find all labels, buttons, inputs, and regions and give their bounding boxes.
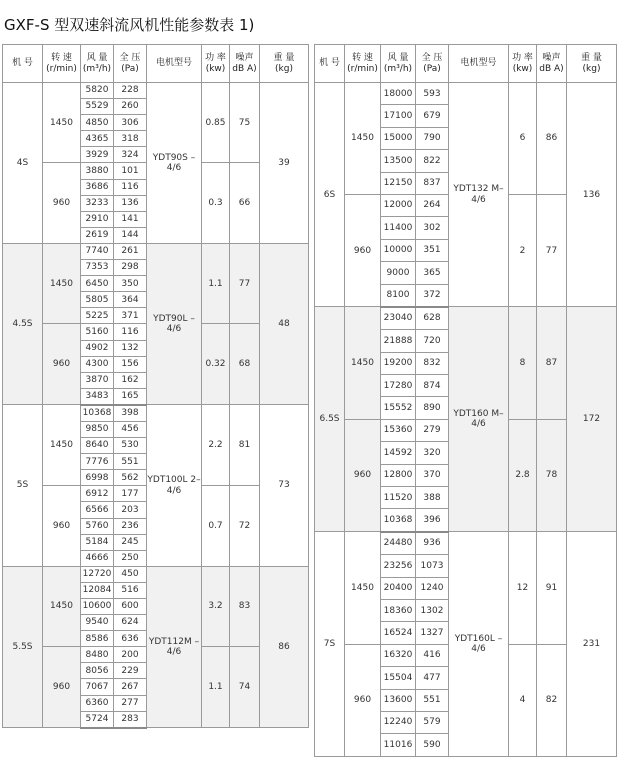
header-model: 机 号 xyxy=(315,45,345,83)
flow-cell: 2619 xyxy=(81,227,114,243)
pressure-cell: 551 xyxy=(416,689,449,711)
flow-cell: 8056 xyxy=(81,663,114,679)
pressure-cell: 371 xyxy=(114,308,147,324)
flow-cell: 10000 xyxy=(381,239,416,261)
flow-cell: 13500 xyxy=(381,150,416,172)
speed-cell: 960 xyxy=(43,324,81,405)
performance-table-left xyxy=(2,44,309,729)
noise-cell: 77 xyxy=(230,243,260,323)
pressure-cell: 277 xyxy=(114,695,147,711)
pressure-cell: 837 xyxy=(416,172,449,194)
weight-cell: 172 xyxy=(567,307,617,532)
flow-cell: 3870 xyxy=(81,372,114,388)
flow-cell: 13600 xyxy=(381,689,416,711)
header-row xyxy=(3,45,309,83)
weight-cell: 231 xyxy=(567,532,617,756)
pressure-cell: 832 xyxy=(416,352,449,374)
header-row xyxy=(315,45,617,83)
flow-cell: 12150 xyxy=(381,172,416,194)
pressure-cell: 250 xyxy=(114,550,147,566)
pressure-cell: 551 xyxy=(114,454,147,470)
flow-cell: 3929 xyxy=(81,147,114,163)
power-cell: 1.1 xyxy=(202,243,230,323)
flow-cell: 9850 xyxy=(81,421,114,437)
model-cell: 4.5S xyxy=(3,243,43,404)
flow-cell: 4666 xyxy=(81,550,114,566)
pressure-cell: 350 xyxy=(114,276,147,292)
pressure-cell: 261 xyxy=(114,243,147,259)
flow-cell: 18000 xyxy=(381,83,416,105)
flow-cell: 6566 xyxy=(81,502,114,518)
flow-cell: 15504 xyxy=(381,667,416,689)
pressure-cell: 516 xyxy=(114,582,147,598)
flow-cell: 23256 xyxy=(381,555,416,577)
pressure-cell: 1302 xyxy=(416,599,449,621)
motor-cell: YDT100L 2–4/6 xyxy=(147,405,202,566)
weight-cell: 48 xyxy=(260,243,309,404)
pressure-cell: 162 xyxy=(114,372,147,388)
flow-cell: 10368 xyxy=(81,405,114,422)
header-speed: 转 速 (r/min) xyxy=(43,45,81,83)
power-cell: 1.1 xyxy=(202,647,230,728)
model-cell: 6S xyxy=(315,83,345,307)
flow-cell: 12240 xyxy=(381,711,416,733)
pressure-cell: 318 xyxy=(114,131,147,147)
pressure-cell: 365 xyxy=(416,262,449,284)
flow-cell: 7067 xyxy=(81,679,114,695)
pressure-cell: 396 xyxy=(416,509,449,532)
speed-cell: 1450 xyxy=(345,83,381,195)
pressure-cell: 624 xyxy=(114,615,147,631)
flow-cell: 17280 xyxy=(381,375,416,397)
model-cell: 5S xyxy=(3,405,43,566)
flow-cell: 2910 xyxy=(81,211,114,227)
flow-cell: 5724 xyxy=(81,711,114,728)
pressure-cell: 279 xyxy=(416,419,449,441)
header-flow: 风 量 (m³/h) xyxy=(381,45,416,83)
header-noise: 噪声 dB A) xyxy=(230,45,260,83)
pressure-cell: 364 xyxy=(114,292,147,308)
pressure-cell: 890 xyxy=(416,397,449,419)
flow-cell: 20400 xyxy=(381,577,416,599)
header-motor: 电机型号 xyxy=(449,45,509,83)
power-cell: 6 xyxy=(509,83,537,195)
flow-cell: 18360 xyxy=(381,599,416,621)
page-title: GXF-S 型双速斜流风机性能参数表 1) xyxy=(4,16,255,34)
header-speed: 转 速 (r/min) xyxy=(345,45,381,83)
pressure-cell: 679 xyxy=(416,105,449,127)
flow-cell: 5225 xyxy=(81,308,114,324)
flow-cell: 11520 xyxy=(381,487,416,509)
flow-cell: 6998 xyxy=(81,470,114,486)
flow-cell: 10600 xyxy=(81,599,114,615)
flow-cell: 24480 xyxy=(381,532,416,555)
flow-cell: 17100 xyxy=(381,105,416,127)
noise-cell: 68 xyxy=(230,324,260,405)
flow-cell: 21888 xyxy=(381,330,416,352)
flow-cell: 10368 xyxy=(381,509,416,532)
performance-table-right xyxy=(314,44,617,757)
flow-cell: 12800 xyxy=(381,464,416,486)
header-pressure: 全 压 (Pa) xyxy=(416,45,449,83)
header-weight: 重 量 (kg) xyxy=(260,45,309,83)
flow-cell: 8100 xyxy=(381,284,416,307)
noise-cell: 75 xyxy=(230,83,260,163)
model-cell: 7S xyxy=(315,532,345,756)
header-motor: 电机型号 xyxy=(147,45,202,83)
flow-cell: 12720 xyxy=(81,566,114,582)
pressure-cell: 156 xyxy=(114,356,147,372)
pressure-cell: 388 xyxy=(416,487,449,509)
power-cell: 0.32 xyxy=(202,324,230,405)
pressure-cell: 203 xyxy=(114,502,147,518)
flow-cell: 15000 xyxy=(381,127,416,149)
noise-cell: 81 xyxy=(230,405,260,486)
pressure-cell: 398 xyxy=(114,405,147,422)
noise-cell: 82 xyxy=(537,644,567,756)
flow-cell: 5805 xyxy=(81,292,114,308)
pressure-cell: 822 xyxy=(416,150,449,172)
speed-cell: 1450 xyxy=(43,243,81,323)
pressure-cell: 1073 xyxy=(416,555,449,577)
flow-cell: 5529 xyxy=(81,99,114,115)
power-cell: 8 xyxy=(509,307,537,419)
power-cell: 2.8 xyxy=(509,419,537,531)
pressure-cell: 298 xyxy=(114,260,147,276)
flow-cell: 23040 xyxy=(381,307,416,330)
pressure-cell: 236 xyxy=(114,518,147,534)
weight-cell: 73 xyxy=(260,405,309,566)
pressure-cell: 456 xyxy=(114,421,147,437)
header-pressure: 全 压 (Pa) xyxy=(114,45,147,83)
motor-cell: YDT112M –4/6 xyxy=(147,566,202,727)
flow-cell: 8480 xyxy=(81,647,114,663)
speed-cell: 1450 xyxy=(43,566,81,646)
noise-cell: 77 xyxy=(537,194,567,306)
pressure-cell: 936 xyxy=(416,532,449,555)
pressure-cell: 132 xyxy=(114,340,147,356)
noise-cell: 87 xyxy=(537,307,567,419)
flow-cell: 8586 xyxy=(81,631,114,647)
noise-cell: 86 xyxy=(537,83,567,195)
flow-cell: 6912 xyxy=(81,486,114,502)
pressure-cell: 320 xyxy=(416,442,449,464)
pressure-cell: 306 xyxy=(114,115,147,131)
pressure-cell: 562 xyxy=(114,470,147,486)
flow-cell: 4365 xyxy=(81,131,114,147)
pressure-cell: 1240 xyxy=(416,577,449,599)
header-model: 机 号 xyxy=(3,45,43,83)
model-cell: 5.5S xyxy=(3,566,43,727)
table-body-left xyxy=(3,83,309,728)
flow-cell: 15552 xyxy=(381,397,416,419)
power-cell: 2 xyxy=(509,194,537,306)
motor-cell: YDT90S –4/6 xyxy=(147,83,202,244)
power-cell: 0.7 xyxy=(202,486,230,566)
header-power: 功 率 (kw) xyxy=(509,45,537,83)
pressure-cell: 720 xyxy=(416,330,449,352)
flow-cell: 7353 xyxy=(81,260,114,276)
pressure-cell: 636 xyxy=(114,631,147,647)
flow-cell: 15360 xyxy=(381,419,416,441)
pressure-cell: 416 xyxy=(416,644,449,666)
pressure-cell: 590 xyxy=(416,734,449,756)
pressure-cell: 370 xyxy=(416,464,449,486)
pressure-cell: 530 xyxy=(114,438,147,454)
model-cell: 6.5S xyxy=(315,307,345,532)
pressure-cell: 101 xyxy=(114,163,147,179)
speed-cell: 960 xyxy=(43,163,81,243)
flow-cell: 5820 xyxy=(81,83,114,99)
speed-cell: 1450 xyxy=(345,307,381,419)
table-body-right xyxy=(315,83,617,757)
pressure-cell: 260 xyxy=(114,99,147,115)
pressure-cell: 874 xyxy=(416,375,449,397)
noise-cell: 72 xyxy=(230,486,260,566)
flow-cell: 9000 xyxy=(381,262,416,284)
pressure-cell: 229 xyxy=(114,663,147,679)
flow-cell: 19200 xyxy=(381,352,416,374)
pressure-cell: 141 xyxy=(114,211,147,227)
pressure-cell: 245 xyxy=(114,534,147,550)
flow-cell: 4300 xyxy=(81,356,114,372)
pressure-cell: 200 xyxy=(114,647,147,663)
flow-cell: 8640 xyxy=(81,438,114,454)
noise-cell: 74 xyxy=(230,647,260,728)
table-row xyxy=(315,532,617,555)
header-weight: 重 量 (kg) xyxy=(567,45,617,83)
power-cell: 0.3 xyxy=(202,163,230,243)
pressure-cell: 477 xyxy=(416,667,449,689)
power-cell: 0.85 xyxy=(202,83,230,163)
pressure-cell: 144 xyxy=(114,227,147,243)
flow-cell: 6450 xyxy=(81,276,114,292)
power-cell: 3.2 xyxy=(202,566,230,646)
flow-cell: 7776 xyxy=(81,454,114,470)
table-row xyxy=(3,243,309,259)
header-noise: 噪声 dB A) xyxy=(537,45,567,83)
noise-cell: 66 xyxy=(230,163,260,243)
flow-cell: 6360 xyxy=(81,695,114,711)
flow-cell: 3483 xyxy=(81,388,114,405)
speed-cell: 1450 xyxy=(43,83,81,163)
motor-cell: YDT160L –4/6 xyxy=(449,532,509,756)
flow-cell: 5160 xyxy=(81,324,114,340)
pressure-cell: 1327 xyxy=(416,622,449,644)
motor-cell: YDT160 M–4/6 xyxy=(449,307,509,532)
pressure-cell: 628 xyxy=(416,307,449,330)
power-cell: 12 xyxy=(509,532,537,644)
flow-cell: 16320 xyxy=(381,644,416,666)
flow-cell: 16524 xyxy=(381,622,416,644)
pressure-cell: 136 xyxy=(114,195,147,211)
motor-cell: YDT90L –4/6 xyxy=(147,243,202,404)
pressure-cell: 264 xyxy=(416,194,449,216)
flow-cell: 7740 xyxy=(81,243,114,259)
noise-cell: 78 xyxy=(537,419,567,531)
flow-cell: 3686 xyxy=(81,179,114,195)
pressure-cell: 600 xyxy=(114,599,147,615)
header-power: 功 率 (kw) xyxy=(202,45,230,83)
pressure-cell: 324 xyxy=(114,147,147,163)
pressure-cell: 228 xyxy=(114,83,147,99)
noise-cell: 83 xyxy=(230,566,260,646)
flow-cell: 4902 xyxy=(81,340,114,356)
flow-cell: 11400 xyxy=(381,217,416,239)
pressure-cell: 372 xyxy=(416,284,449,307)
speed-cell: 960 xyxy=(43,647,81,728)
table-row xyxy=(315,83,617,105)
pressure-cell: 593 xyxy=(416,83,449,105)
flow-cell: 3880 xyxy=(81,163,114,179)
pressure-cell: 283 xyxy=(114,711,147,728)
pressure-cell: 116 xyxy=(114,179,147,195)
pressure-cell: 302 xyxy=(416,217,449,239)
noise-cell: 91 xyxy=(537,532,567,644)
power-cell: 2.2 xyxy=(202,405,230,486)
speed-cell: 960 xyxy=(345,644,381,756)
pressure-cell: 177 xyxy=(114,486,147,502)
flow-cell: 3233 xyxy=(81,195,114,211)
weight-cell: 136 xyxy=(567,83,617,307)
flow-cell: 11016 xyxy=(381,734,416,756)
speed-cell: 1450 xyxy=(43,405,81,486)
weight-cell: 86 xyxy=(260,566,309,727)
speed-cell: 960 xyxy=(345,419,381,531)
flow-cell: 12084 xyxy=(81,582,114,598)
table-row xyxy=(3,83,309,99)
table-row xyxy=(315,307,617,330)
motor-cell: YDT132 M–4/6 xyxy=(449,83,509,307)
pressure-cell: 116 xyxy=(114,324,147,340)
model-cell: 4S xyxy=(3,83,43,244)
flow-cell: 9540 xyxy=(81,615,114,631)
pressure-cell: 790 xyxy=(416,127,449,149)
speed-cell: 960 xyxy=(43,486,81,566)
pressure-cell: 165 xyxy=(114,388,147,405)
weight-cell: 39 xyxy=(260,83,309,244)
flow-cell: 5184 xyxy=(81,534,114,550)
speed-cell: 1450 xyxy=(345,532,381,644)
pressure-cell: 450 xyxy=(114,566,147,582)
flow-cell: 14592 xyxy=(381,442,416,464)
speed-cell: 960 xyxy=(345,194,381,306)
header-flow: 风 量 (m³/h) xyxy=(81,45,114,83)
table-row xyxy=(3,566,309,582)
power-cell: 4 xyxy=(509,644,537,756)
flow-cell: 4850 xyxy=(81,115,114,131)
pressure-cell: 579 xyxy=(416,711,449,733)
flow-cell: 5760 xyxy=(81,518,114,534)
pressure-cell: 351 xyxy=(416,239,449,261)
table-row xyxy=(3,405,309,422)
flow-cell: 12000 xyxy=(381,194,416,216)
pressure-cell: 267 xyxy=(114,679,147,695)
